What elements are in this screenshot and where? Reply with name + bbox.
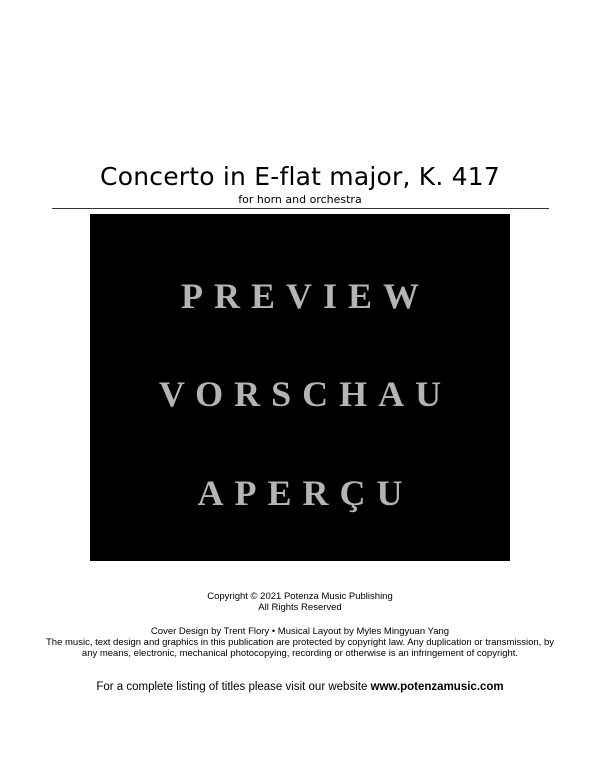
copyright-block: [0, 591, 600, 613]
watermark-vorschau-text: VORSCHAU: [158, 374, 453, 414]
watermark-apercu-text: APERÇU: [197, 473, 414, 513]
legal-notice: The music, text design and graphics in this publication are protected by copyright law. Any duplication or transmission, by any means, electronic, mechanical photocopying, recording or otherwise is an infringement of copyright.: [46, 637, 554, 659]
rights-line: All Rights Reserved: [258, 602, 342, 613]
preview-watermark-panel: [90, 214, 510, 561]
copyright-line: Copyright © 2021 Potenza Music Publishing: [207, 591, 393, 602]
watermark-preview-text: PREVIEW: [180, 276, 431, 316]
credits-block: [40, 626, 560, 659]
website-line: [0, 680, 600, 694]
page-title: Concerto in E-flat major, K. 417: [100, 162, 500, 191]
title-divider: [52, 208, 549, 209]
website-prefix: For a complete listing of titles please visit our website: [96, 681, 371, 693]
credits-line: Cover Design by Trent Flory • Musical Layout by Myles Mingyuan Yang: [150, 626, 450, 637]
website-link[interactable]: www.potenzamusic.com: [370, 681, 504, 693]
page-subtitle: for horn and orchestra: [238, 193, 362, 206]
